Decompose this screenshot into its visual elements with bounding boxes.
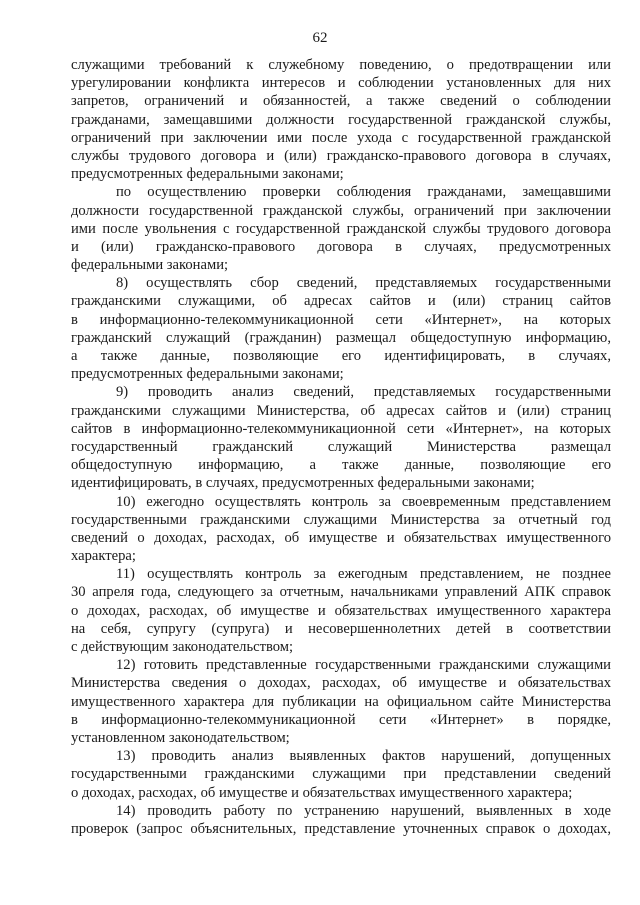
text-line: предусмотренных федеральными законами; xyxy=(71,366,344,383)
text-line: а также данные, позволяющие его идентифицировать, в случаях, xyxy=(71,348,611,364)
text-line: сайтов в информационно-телекоммуникационной сети «Интернет», на которых xyxy=(71,420,611,437)
text-line: 13) проводить анализ выявленных фактов нарушений, допущенных xyxy=(116,748,611,765)
text-line: 9) проводить анализ сведений, представляемых государственными xyxy=(116,384,611,401)
text-line: запретов, ограничений и обязанностей, а также сведений о соблюдении xyxy=(71,93,611,110)
text-line: гражданский служащий (гражданин) размещал общедоступную информацию, xyxy=(71,329,611,346)
text-line: идентифицировать, в случаях, предусмотренных федеральными законами; xyxy=(71,475,535,492)
paragraph xyxy=(71,565,611,656)
text-line: ограничений при заключении ими после ухода с государственной гражданской xyxy=(71,129,611,146)
paragraph xyxy=(71,383,611,492)
text-line: должности государственной гражданской службы, ограничений при заключении xyxy=(71,202,611,219)
text-line: о доходах, расходах, об имуществе и обязательствах имущественного характера xyxy=(71,602,611,619)
text-line: проверок (запрос объяснительных, представление уточненных справок о доходах, xyxy=(71,820,611,837)
text-line: о доходах, расходах, об имуществе и обязательствах имущественного характера; xyxy=(71,784,573,801)
text-line: федеральными законами; xyxy=(71,257,229,274)
text-line: Министерства сведения о доходах, расходах, об имуществе и обязательствах xyxy=(71,675,611,692)
text-line: 10) ежегодно осуществлять контроль за своевременным представлением xyxy=(116,493,611,510)
text-line: на себя, супругу (супруга) и несовершеннолетних детей в соответствии xyxy=(71,620,611,637)
text-line: 12) готовить представленные государственными гражданскими служащими xyxy=(116,657,611,674)
text-line: с действующим законодательством; xyxy=(71,639,294,655)
text-line: гражданскими служащими Министерства, об адресах сайтов и (или) страниц xyxy=(71,402,611,419)
paragraph xyxy=(71,56,611,183)
document-body xyxy=(71,56,611,838)
text-line: в информационно-телекоммуникационной сети «Интернет», на которых xyxy=(71,311,611,328)
text-line: 30 апреля года, следующего за отчетным, начальниками управлений АПК справок xyxy=(71,584,611,601)
text-line: служащими требований к служебному поведению, о предотвращении или xyxy=(71,57,611,73)
text-line: гражданскими служащими, об адресах сайтов и (или) страниц сайтов xyxy=(71,293,611,310)
text-line: 8) осуществлять сбор сведений, представляемых государственными xyxy=(116,275,611,292)
text-line: имущественного характера для публикации на официальном сайте Министерства xyxy=(71,693,611,710)
text-line: 11) осуществлять контроль за ежегодным представлением, не позднее xyxy=(116,566,611,583)
text-line: гражданами, замещавшими должности государственной гражданской службы, xyxy=(71,111,611,128)
text-line: в информационно-телекоммуникационной сети «Интернет» в порядке, xyxy=(71,711,611,728)
paragraph xyxy=(71,274,611,383)
text-line: урегулировании конфликта интересов и соблюдении установленных для них xyxy=(71,75,611,92)
paragraph xyxy=(71,747,611,802)
text-line: 14) проводить работу по устранению нарушений, выявленных в ходе xyxy=(116,802,611,819)
text-line: установленном законодательством; xyxy=(71,729,290,746)
text-line: государственными гражданскими служащими при представлении сведений xyxy=(71,766,611,783)
text-line: характера; xyxy=(71,548,136,565)
paragraph xyxy=(71,493,611,566)
text-line: предусмотренных федеральными законами; xyxy=(71,166,344,183)
paragraph xyxy=(71,656,611,747)
text-line: по осуществлению проверки соблюдения гражданами, замещавшими xyxy=(116,184,611,201)
page-number: 62 xyxy=(312,30,328,46)
text-line: службы трудового договора и (или) гражданско-правового договора в случаях, xyxy=(71,147,611,164)
text-line: сведений о доходах, расходах, об имуществе и обязательствах имущественного xyxy=(71,529,611,546)
paragraph xyxy=(71,183,611,274)
text-line: государственный гражданский служащий Министерства размещал xyxy=(71,438,611,455)
text-line: ими после увольнения с государственной гражданской службы трудового договора xyxy=(71,220,611,237)
text-line: государственными гражданскими служащими Министерства за отчетный год xyxy=(71,511,611,528)
text-line: общедоступную информацию, а также данные, позволяющие его xyxy=(71,457,611,474)
text-line: и (или) гражданско-правового договора в случаях, предусмотренных xyxy=(71,238,611,255)
paragraph xyxy=(71,802,611,838)
